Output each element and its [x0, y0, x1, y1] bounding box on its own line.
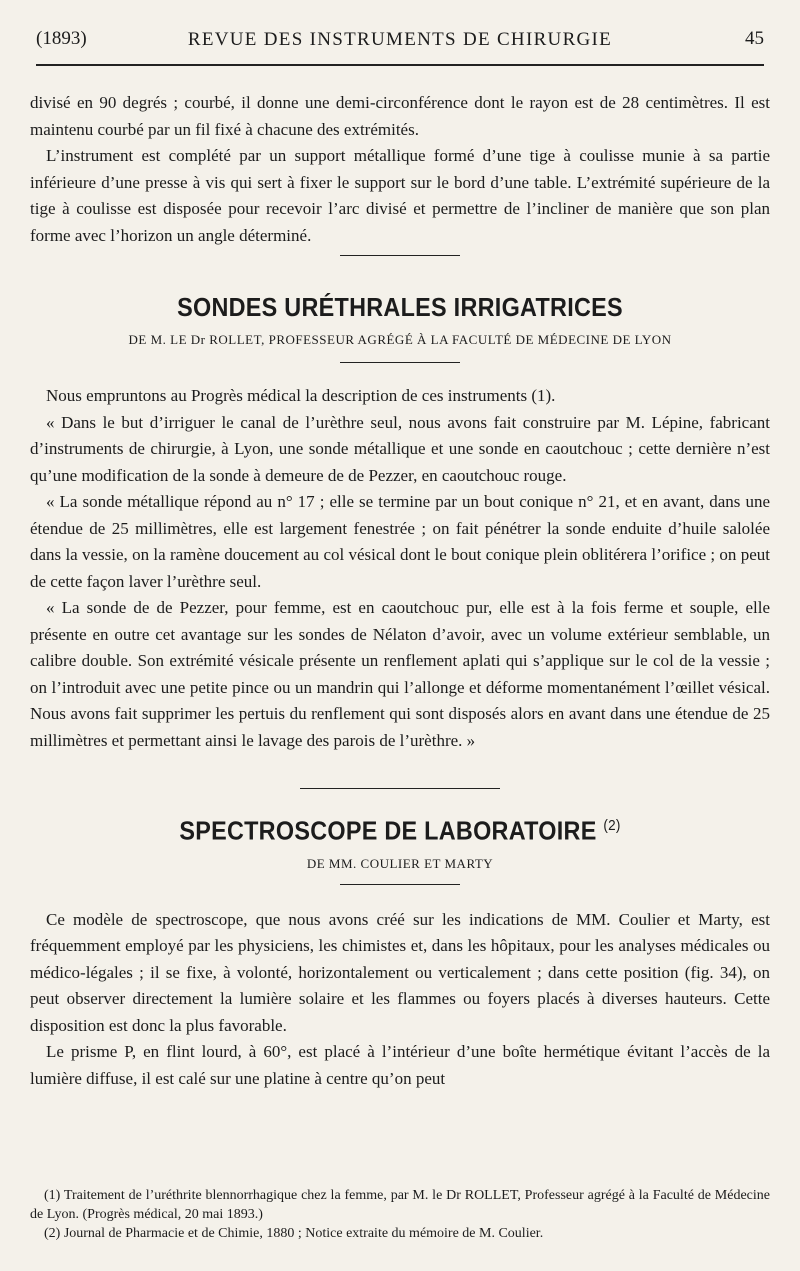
- spectroscope-paragraph-2: Le prisme P, en flint lourd, à 60°, est placé à l’intérieur d’une boîte hermétique évitant l’accès de la lumière diffuse, il est calé sur une platine à centre qu’on peut: [30, 1042, 770, 1088]
- footnote-1: (1) Traitement de l’uréthrite blennorrhagique chez la femme, par M. le Dr ROLLET, Professeur agrégé à la Faculté de Médecine de Lyon. (Progrès médical, 20 mai 1893.): [30, 1188, 770, 1222]
- sondes-paragraph-2: « Dans le but d’irriguer le canal de l’urèthre seul, nous avons fait construire par M. Lépine, fabricant d’instruments de chirurgie, à Lyon, une sonde métallique et une sonde en caoutchouc ; cette dernière n’est qu’une modification de la sonde à demeure de de Pezzer, en caoutchouc rouge.: [30, 412, 770, 485]
- spectroscope-paragraph-1: Ce modèle de spectroscope, que nous avons créé sur les indications de MM. Coulier et Marty, est fréquemment employé par les physiciens, les chimistes et, dans les hôpitaux, pour les analyses médicales ou médico-légales ; il se fixe, à volonté, horizontalement ou verticalement ; dans cette position (fig. 34), on peut observer directement la lumière solaire et les flammes ou foyers placés à diverses hauteurs. Cette disposition est donc la plus favorable.: [30, 909, 770, 1035]
- footnote-2: (2) Journal de Pharmacie et de Chimie, 1880 ; Notice extraite du mémoire de M. Coulier.: [44, 1226, 544, 1241]
- sondes-paragraph-1: Nous empruntons au Progrès médical la description de ces instruments (1).: [46, 386, 556, 405]
- section-title-footnote-ref: (2): [603, 817, 621, 834]
- sondes-paragraph-3: « La sonde métallique répond au n° 17 ; elle se termine par un bout conique n° 21, et en avant, dans une étendue de 25 millimètres, elle est largement fenestrée ; on fait pénétrer la sonde enduite d’huile salolée dans la vessie, on la ramène doucement au col vésical dont le bout conique plein oblitérera l’orifice ; on peut de cette façon laver l’urèthre seul.: [30, 492, 770, 591]
- intro-paragraph-1: divisé en 90 degrés ; courbé, il donne une demi-circonférence dont le rayon est de 28 centimètres. Il est maintenu courbé par un fil fixé à chacune des extrémités.: [30, 93, 770, 139]
- header-year: (1893): [36, 28, 87, 49]
- running-head: [36, 24, 764, 66]
- header-title: REVUE DES INSTRUMENTS DE CHIRURGIE: [187, 29, 613, 50]
- section-title-spectroscope: [67, 809, 733, 848]
- footnotes: [30, 1186, 770, 1243]
- page-number: 45: [745, 28, 764, 49]
- section-byline-spectroscope: DE MM. COULIER ET MARTY: [306, 855, 494, 871]
- section-title-sondes: SONDES URÉTHRALES IRRIGATRICES: [177, 292, 623, 322]
- section-title-text: SPECTROSCOPE DE LABORATOIRE: [179, 815, 597, 846]
- section-byline-sondes: DE M. LE Dr ROLLET, PROFESSEUR AGRÉGÉ À LA FACULTÉ DE MÉDECINE DE LYON: [128, 332, 672, 347]
- sondes-paragraph-4: « La sonde de de Pezzer, pour femme, est en caoutchouc pur, elle est à la fois ferme et souple, elle présente en outre cet avantage sur les sondes de Nélaton d’avoir, avec un volume extérieur semblable, un calibre double. Son extrémité vésicale présente un renflement aplati qui s’applique sur le col de la vessie ; on l’introduit avec une petite pince ou un mandrin qui l’allonge et déforme momentanément l’œillet vésical. Nous avons fait supprimer les pertuis du renflement qui sont disposés alors en avant dans une étendue de 25 millimètres et permettant ainsi le lavage des parois de l’urèthre. »: [30, 598, 770, 750]
- intro-paragraph-2: L’instrument est complété par un support métallique formé d’une tige à coulisse munie à sa partie inférieure d’une presse à vis qui sert à fixer le support sur le bord d’une table. L’extrémité supérieure de la tige à coulisse est disposée pour recevoir l’arc divisé et permettre de l’incliner de manière que son plan forme avec l’horizon un angle déterminé.: [30, 146, 770, 245]
- article-body: [30, 90, 770, 1092]
